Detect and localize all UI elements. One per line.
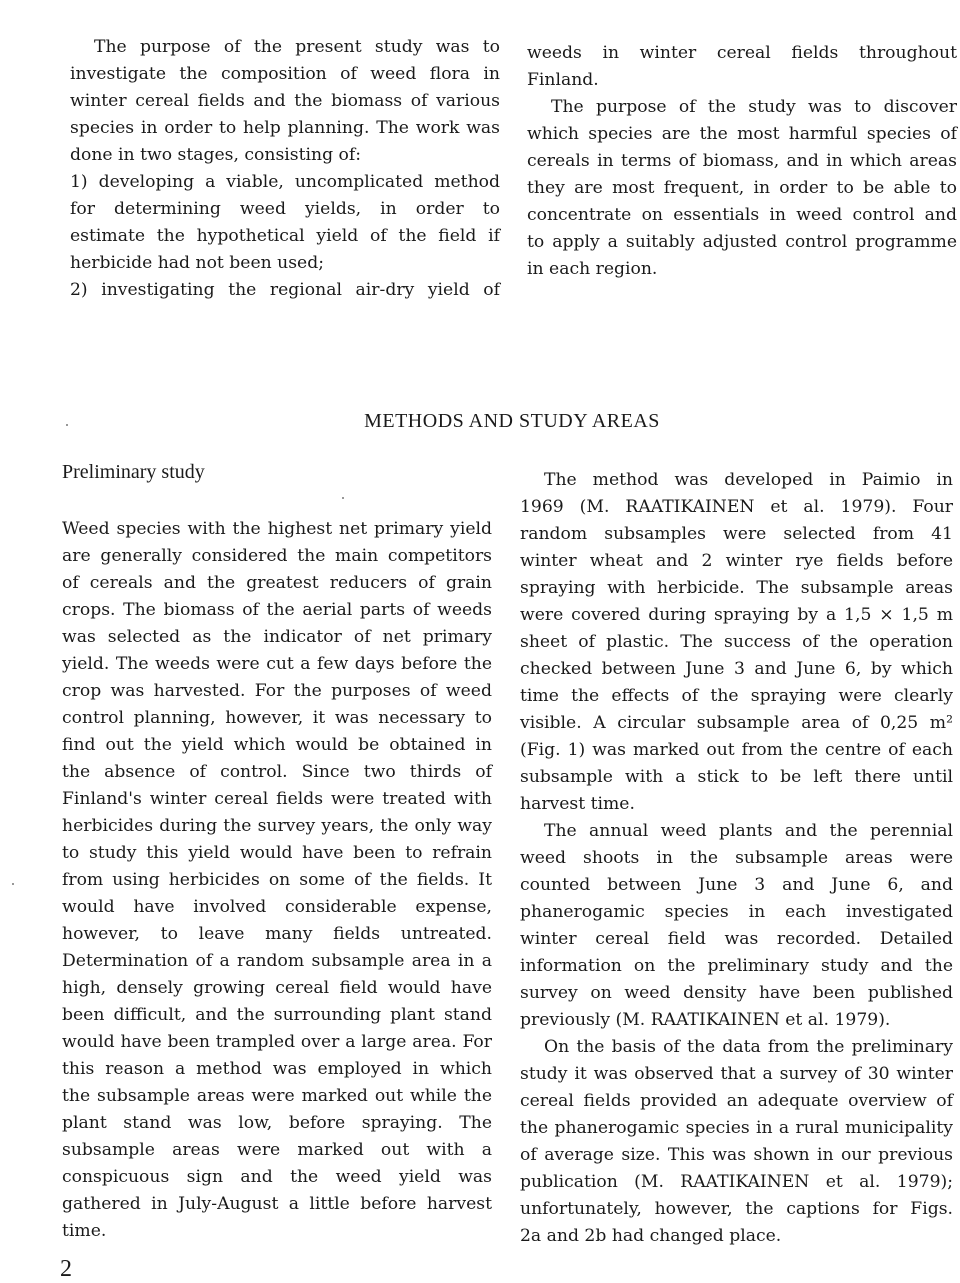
text-line: winter wheat and 2 winter rye fields before <box>520 551 953 571</box>
text-line: The purpose of the study was to discover <box>551 97 957 117</box>
text-line: Weed species with the highest net primary yield <box>62 519 492 539</box>
section-heading: METHODS AND STUDY AREAS <box>364 410 660 432</box>
text-line: find out the yield which would be obtained in <box>62 735 492 755</box>
text-line: done in two stages, consisting of: <box>70 145 362 165</box>
scan-speck <box>342 497 344 499</box>
text-line: control planning, however, it was necessary to <box>62 708 492 728</box>
text-line: The purpose of the present study was to <box>94 37 500 57</box>
text-line: been difficult, and the surrounding plant stand <box>62 1005 492 1025</box>
text-line: Determination of a random subsample area in a <box>62 951 492 971</box>
text-line: conspicuous sign and the weed yield was <box>62 1167 492 1187</box>
text-line: this reason a method was employed in which <box>62 1059 492 1079</box>
text-line: they are most frequent, in order to be able to <box>527 178 957 198</box>
text-line: crops. The biomass of the aerial parts of weeds <box>62 600 492 620</box>
text-line: plant stand was low, before spraying. The <box>62 1113 492 1133</box>
text-line: high, densely growing cereal field would have <box>62 978 492 998</box>
text-line: herbicide had not been used; <box>70 253 325 273</box>
text-line: time. <box>62 1221 107 1241</box>
text-line: subsample with a stick to be left there until <box>520 767 953 787</box>
text-line: herbicides during the survey years, the only way <box>62 816 492 836</box>
page-number: 2 <box>60 1256 72 1282</box>
text-line: concentrate on essentials in weed control and <box>527 205 957 225</box>
text-line: checked between June 3 and June 6, by which <box>520 659 953 679</box>
text-line: species in order to help planning. The work was <box>70 118 500 138</box>
text-line: winter cereal field was recorded. Detailed <box>520 929 953 949</box>
methods-column-right <box>520 467 953 1250</box>
text-line: the absence of control. Since two thirds of <box>62 762 492 782</box>
text-line: would have involved considerable expense, <box>62 897 492 917</box>
text-line: cereal fields provided an adequate overview of <box>520 1091 953 1111</box>
text-line: of cereals and the greatest reducers of grain <box>62 573 492 593</box>
text-line: information on the preliminary study and the <box>520 956 953 976</box>
intro-column-left <box>70 34 500 304</box>
text-line: sheet of plastic. The success of the operation <box>520 632 953 652</box>
text-line: time the effects of the spraying were clearly <box>520 686 953 706</box>
scan-speck <box>66 424 68 426</box>
text-line: the subsample areas were marked out while the <box>62 1086 492 1106</box>
text-line: the phanerogamic species in a rural municipality <box>520 1118 953 1138</box>
text-line: 1969 (M. RAATIKAINEN et al. 1979). Four <box>520 497 953 517</box>
text-line: (Fig. 1) was marked out from the centre of each <box>520 740 953 760</box>
text-line: was selected as the indicator of net primary <box>62 627 492 647</box>
text-line: yield. The weeds were cut a few days before the <box>62 654 492 674</box>
text-line: estimate the hypothetical yield of the field if <box>70 226 500 246</box>
text-line: Finland's winter cereal fields were treated with <box>62 789 492 809</box>
text-line: The annual weed plants and the perennial <box>544 821 953 841</box>
text-line: Finland. <box>527 70 599 90</box>
text-line: crop was harvested. For the purposes of weed <box>62 681 492 701</box>
text-line: On the basis of the data from the preliminary <box>544 1037 953 1057</box>
text-line: investigate the composition of weed flora in <box>70 64 500 84</box>
text-line: 2) investigating the regional air-dry yield of <box>70 280 500 300</box>
text-line: in each region. <box>527 259 658 279</box>
text-line: harvest time. <box>520 794 635 814</box>
text-line: random subsamples were selected from 41 <box>520 524 953 544</box>
text-line: publication (M. RAATIKAINEN et al. 1979); <box>520 1172 953 1192</box>
intro-column-right <box>527 40 957 283</box>
text-line: study it was observed that a survey of 30 winter <box>520 1064 953 1084</box>
text-line: gathered in July-August a little before harvest <box>62 1194 492 1214</box>
text-line: winter cereal fields and the biomass of various <box>70 91 500 111</box>
text-line: visible. A circular subsample area of 0,25 m² <box>520 713 953 733</box>
text-line: previously (M. RAATIKAINEN et al. 1979). <box>520 1010 891 1030</box>
methods-column-left <box>62 516 492 1245</box>
subsection-heading: Preliminary study <box>62 461 205 483</box>
text-line: were covered during spraying by a 1,5 × 1,5 m <box>520 605 953 625</box>
text-line: which species are the most harmful species of <box>527 124 957 144</box>
text-line: of average size. This was shown in our previous <box>520 1145 953 1165</box>
text-line: weeds in winter cereal fields throughout <box>527 43 957 63</box>
text-line: weed shoots in the subsample areas were <box>520 848 953 868</box>
text-line: to study this yield would have been to refrain <box>62 843 492 863</box>
text-line: cereals in terms of biomass, and in which areas <box>527 151 957 171</box>
text-line: would have been trampled over a large area. For <box>62 1032 492 1052</box>
text-line: spraying with herbicide. The subsample areas <box>520 578 953 598</box>
text-line: The method was developed in Paimio in <box>544 470 953 490</box>
scan-speck <box>12 883 14 885</box>
text-line: phanerogamic species in each investigated <box>520 902 953 922</box>
text-line: from using herbicides on some of the fields. It <box>62 870 492 890</box>
text-line: to apply a suitably adjusted control programme <box>527 232 957 252</box>
text-line: are generally considered the main competitors <box>62 546 492 566</box>
text-line: survey on weed density have been published <box>520 983 953 1003</box>
text-line: counted between June 3 and June 6, and <box>520 875 953 895</box>
text-line: unfortunately, however, the captions for Figs. <box>520 1199 953 1219</box>
text-line: subsample areas were marked out with a <box>62 1140 492 1160</box>
text-line: however, to leave many fields untreated. <box>62 924 492 944</box>
text-line: 1) developing a viable, uncomplicated method <box>70 172 500 192</box>
text-line: for determining weed yields, in order to <box>70 199 500 219</box>
text-line: 2a and 2b had changed place. <box>520 1226 782 1246</box>
